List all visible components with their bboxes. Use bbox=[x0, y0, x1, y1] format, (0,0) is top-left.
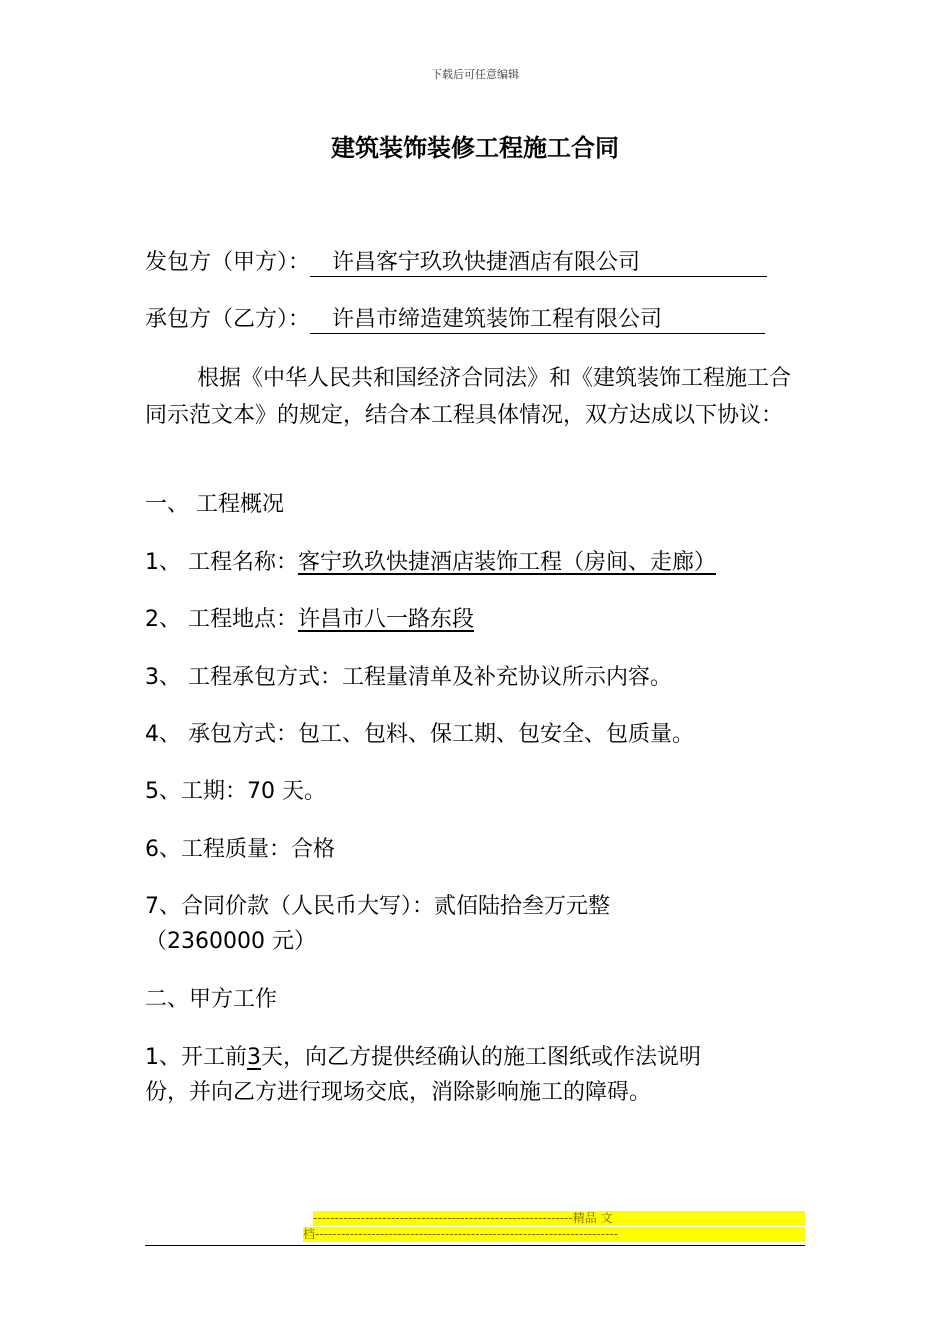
project-location-line bbox=[145, 605, 474, 635]
owner-duty-line-1 bbox=[145, 1043, 701, 1073]
owner-duty-line-2: 份，并向乙方进行现场交底，消除影响施工的障碍。 bbox=[145, 1080, 652, 1105]
project-name-line bbox=[145, 548, 716, 578]
party-b-value: 许昌市缔造建筑装饰工程有限公司 bbox=[310, 307, 765, 334]
project-name-label: 1、 工程名称： bbox=[145, 550, 298, 575]
price-number-line: （2360000 元） bbox=[145, 929, 316, 954]
party-a-label: 发包方（甲方）： bbox=[145, 250, 311, 275]
project-name-value: 客宁玖玖快捷酒店装饰工程（房间、走廊） bbox=[298, 550, 717, 575]
contract-method-line: 3、 工程承包方式：工程量清单及补充协议所示内容。 bbox=[145, 665, 672, 690]
party-b-line bbox=[145, 305, 765, 335]
footer-banner bbox=[145, 1209, 805, 1246]
section1-heading: 一、 工程概况 bbox=[145, 492, 284, 517]
project-location-label: 2、 工程地点： bbox=[145, 607, 298, 632]
footer-line-1: ------------------------------------------------------------精品 文 bbox=[313, 1211, 805, 1226]
header-note: 下载后可任意编辑 bbox=[431, 68, 519, 81]
document-title: 建筑装饰装修工程施工合同 bbox=[331, 133, 619, 162]
footer-line-2: 档---------------------------------------------------------------------- bbox=[303, 1227, 805, 1242]
intro-paragraph: 根据《中华人民共和国经济合同法》和《建筑装饰工程施工合同示范文本》的规定，结合本工程具体情况，双方达成以下协议： bbox=[145, 366, 792, 428]
owner-duty-rest: 天，向乙方提供经确认的施工图纸或作法说明 bbox=[261, 1045, 702, 1070]
quality-line: 6、工程质量：合格 bbox=[145, 837, 335, 862]
party-a-value: 许昌客宁玖玖快捷酒店有限公司 bbox=[310, 250, 767, 277]
section2-heading: 二、甲方工作 bbox=[145, 987, 278, 1012]
party-a-line bbox=[145, 248, 767, 278]
contracting-scope-line: 4、 承包方式：包工、包料、保工期、包安全、包质量。 bbox=[145, 722, 694, 747]
duration-line: 5、工期：70 天。 bbox=[145, 779, 326, 804]
project-location-value: 许昌市八一路东段 bbox=[298, 607, 475, 632]
price-line: 7、合同价款（人民币大写）：贰佰陆拾叁万元整 bbox=[145, 894, 610, 919]
owner-duty-days: 3 bbox=[247, 1045, 261, 1070]
party-b-label: 承包方（乙方）： bbox=[145, 307, 311, 332]
owner-duty-prefix: 1、开工前 bbox=[145, 1045, 247, 1070]
